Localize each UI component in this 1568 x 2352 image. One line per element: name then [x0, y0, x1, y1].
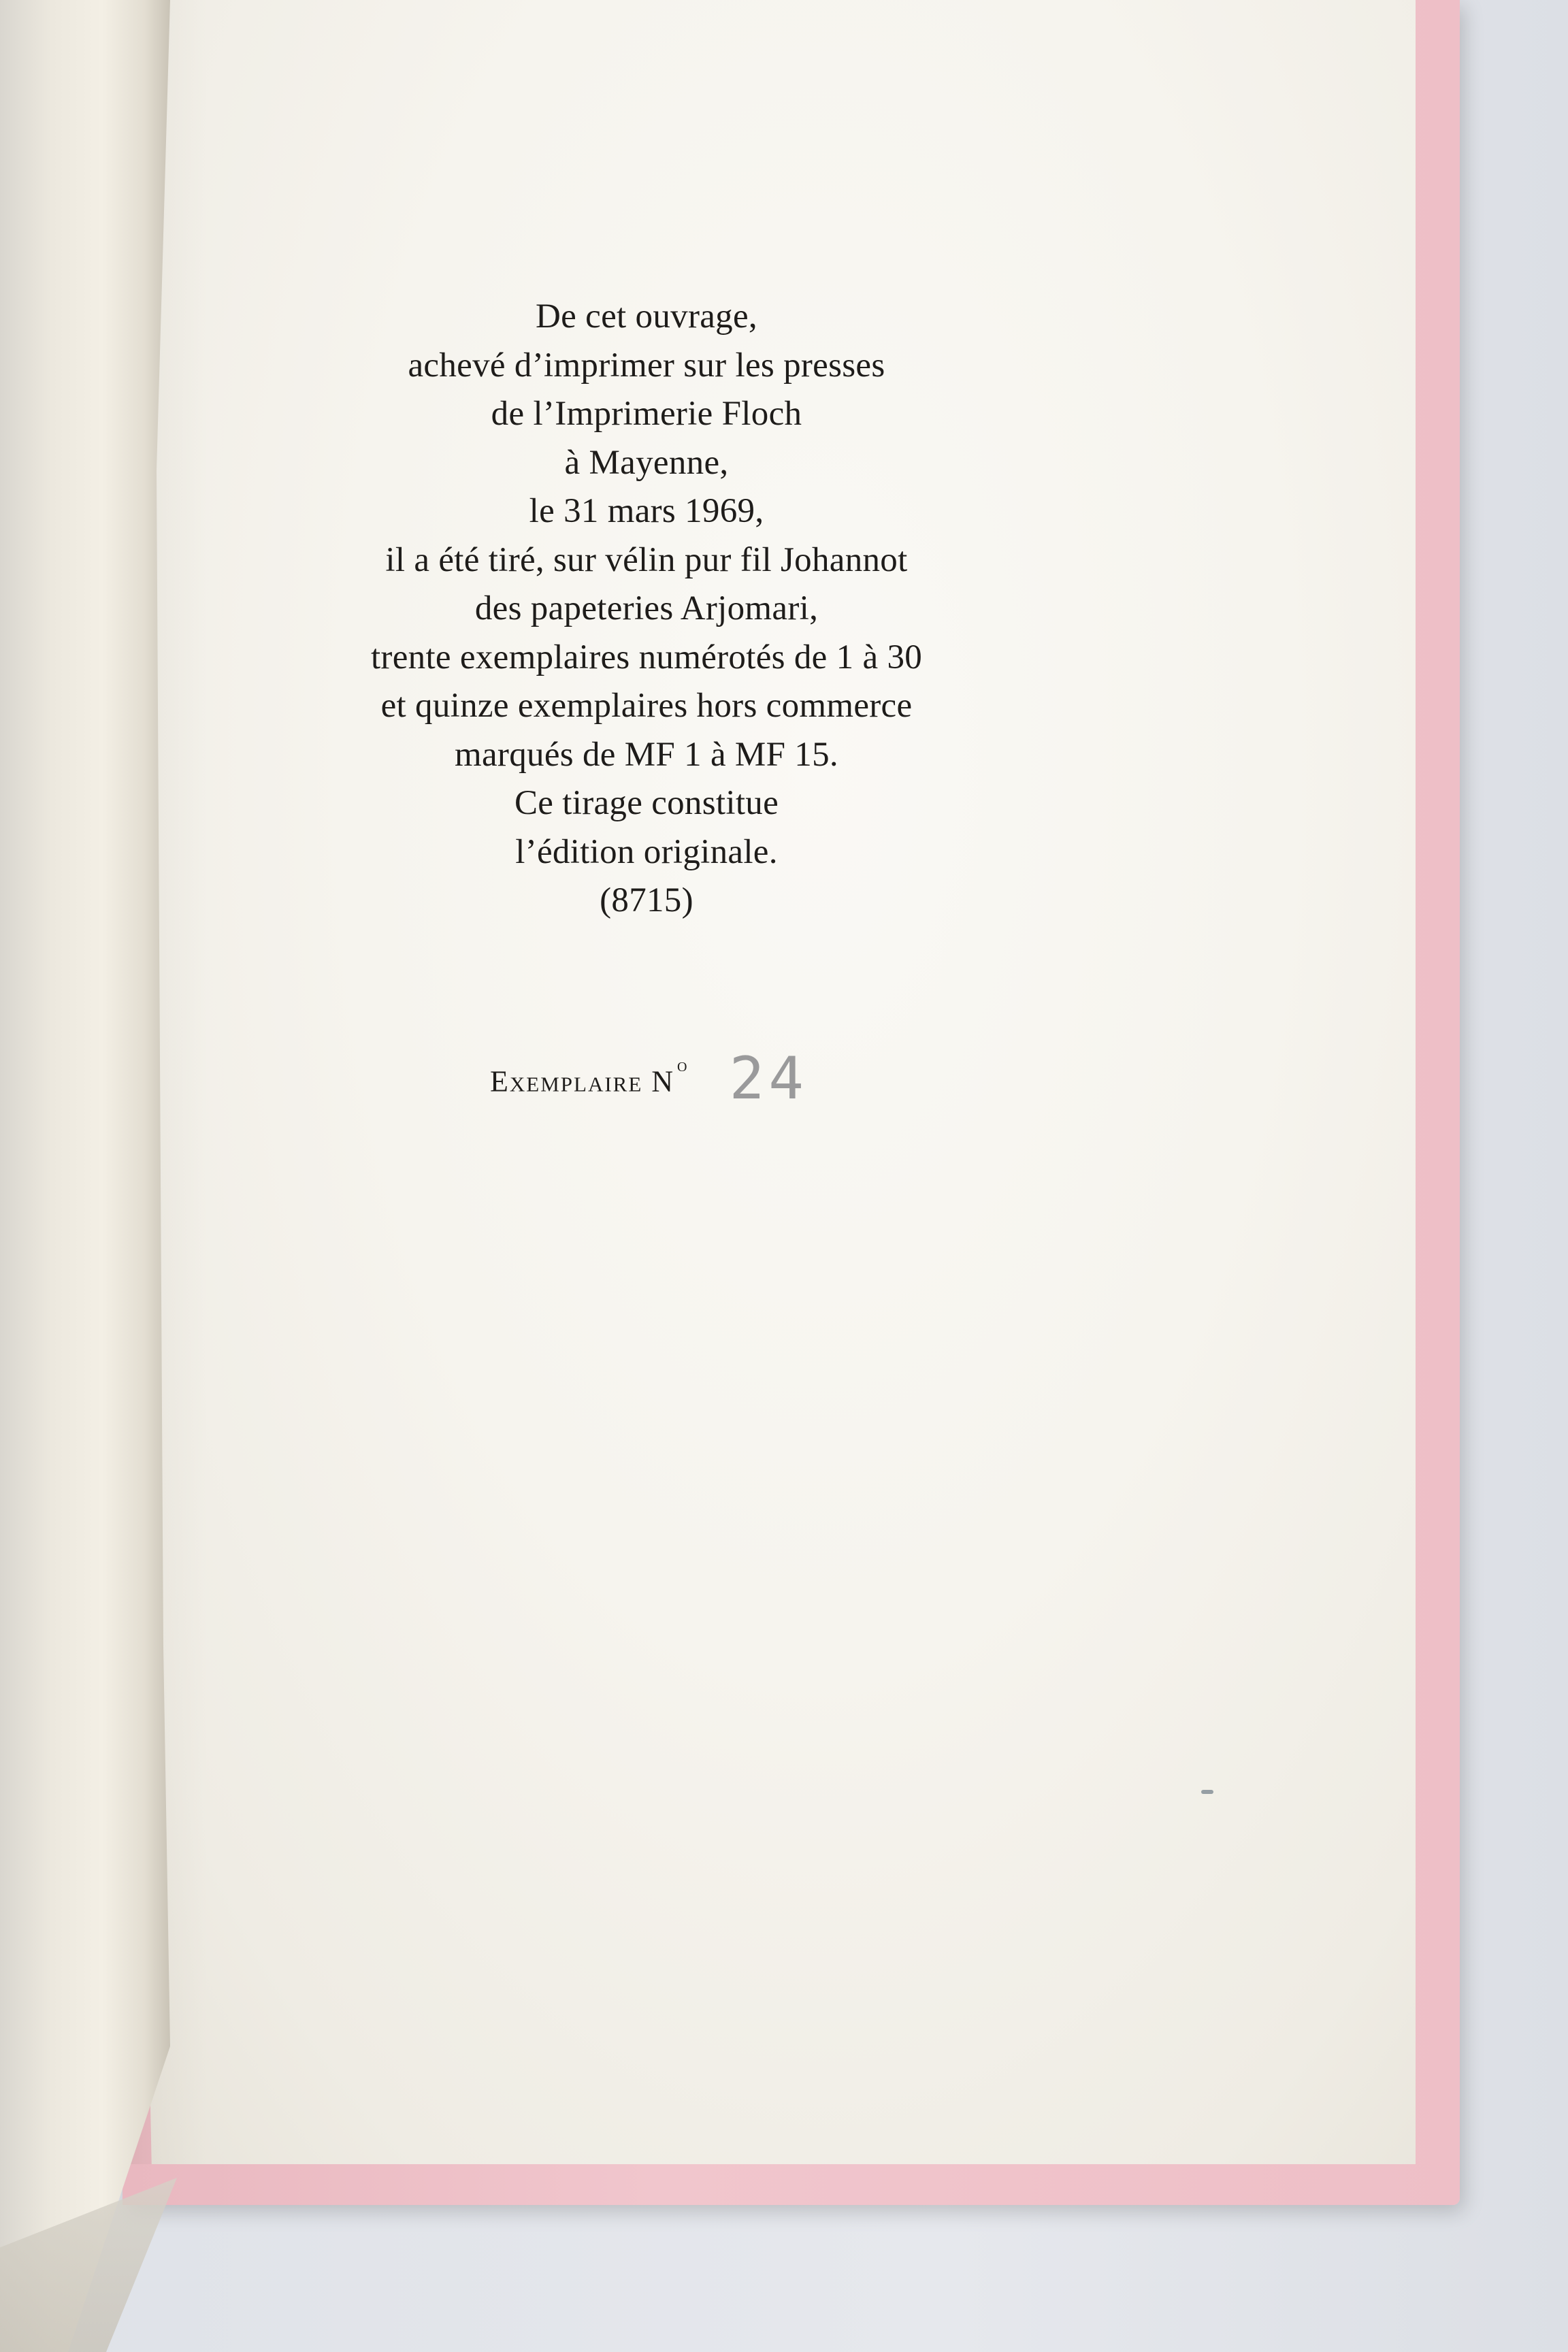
colophon-line: à Mayenne, — [564, 443, 729, 482]
colophon-text — [245, 293, 1048, 926]
colophon-line: l’édition originale. — [515, 832, 778, 871]
print-number: (8715) — [600, 881, 693, 919]
colophon-line: trente exemplaires numérotés de 1 à 30 — [370, 638, 923, 676]
colophon-line: de l’Imprimerie Floch — [491, 395, 802, 433]
paper-speck — [1201, 1790, 1213, 1794]
copy-number-line — [490, 1041, 808, 1113]
colophon-line: des papeteries Arjomari, — [474, 589, 819, 627]
colophon-line: achevé d’imprimer sur les presses — [408, 346, 885, 385]
copy-number-label-text: Exemplaire N — [490, 1065, 675, 1098]
colophon-line: De cet ouvrage, — [536, 297, 757, 336]
stamped-copy-number: 24 — [729, 1045, 808, 1113]
colophon-line: Ce tirage constitue — [514, 784, 779, 822]
colophon-line: et quinze exemplaires hors commerce — [380, 687, 913, 725]
copy-number-label — [490, 1055, 689, 1102]
copy-number-label-superscript: o — [677, 1055, 689, 1077]
colophon-line: le 31 mars 1969, — [529, 492, 764, 530]
colophon-line: marqués de MF 1 à MF 15. — [455, 735, 838, 774]
left-facing-page — [0, 0, 170, 2352]
colophon-line: il a été tiré, sur vélin pur fil Johannot — [385, 540, 908, 579]
